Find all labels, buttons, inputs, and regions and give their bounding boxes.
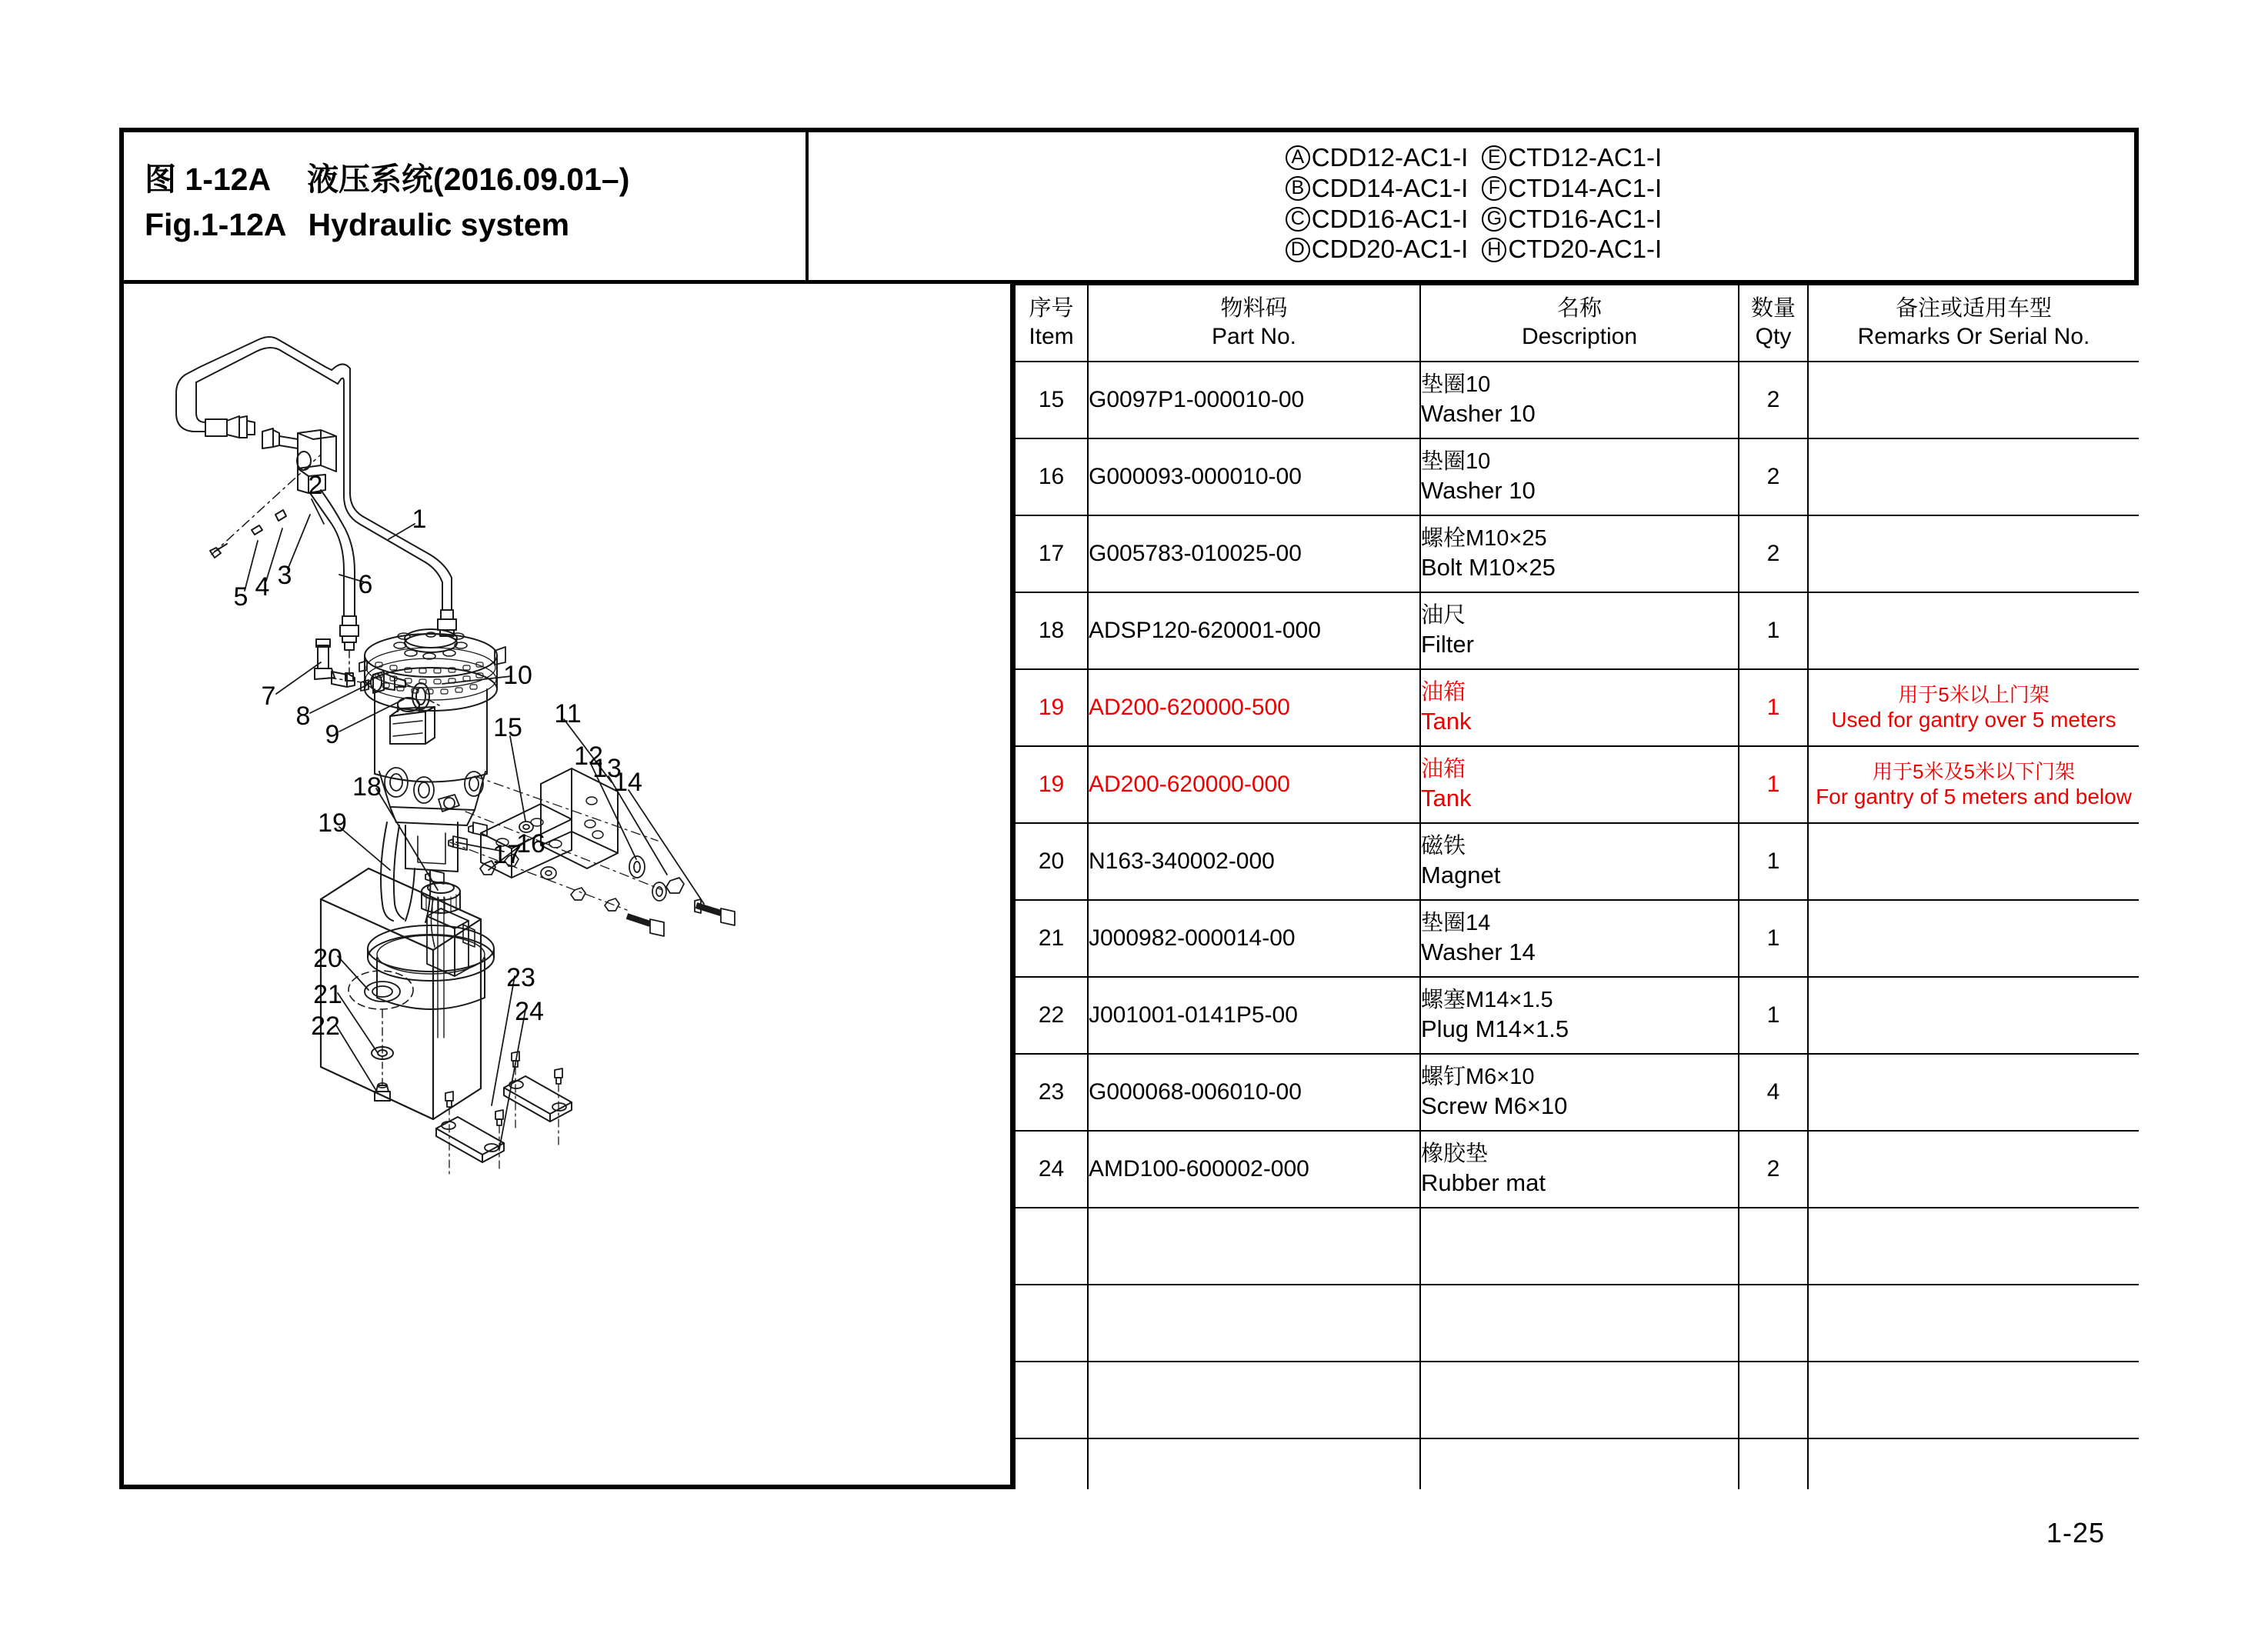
cell-qty: 4 xyxy=(1739,1054,1808,1131)
table-row xyxy=(1015,977,2139,1054)
cell-remarks xyxy=(1808,362,2139,438)
description-en: Tank xyxy=(1421,784,1472,812)
cell-item: 22 xyxy=(1015,977,1088,1054)
cell-qty: 2 xyxy=(1739,515,1808,592)
cell-item xyxy=(1015,1438,1088,1489)
callout-number: 23 xyxy=(506,962,535,992)
cell-qty: 1 xyxy=(1739,669,1808,746)
cell-description xyxy=(1420,669,1739,746)
cell-part-no xyxy=(1088,1438,1420,1489)
header-desc-cn: 名称 xyxy=(1556,296,1602,322)
model-code-text: CTD16-AC1-I xyxy=(1508,204,1663,233)
callout-number: 10 xyxy=(503,660,532,690)
header-remarks-cn: 备注或适用车型 xyxy=(1895,296,2052,322)
cell-item: 23 xyxy=(1015,1054,1088,1131)
model-tag-circle: A xyxy=(1286,145,1310,170)
model-tag-circle: C xyxy=(1286,207,1310,232)
model-code-text: CDD14-AC1-I xyxy=(1311,173,1469,202)
cell-qty: 1 xyxy=(1739,900,1808,977)
header-description xyxy=(1420,285,1739,362)
model-code-item xyxy=(1286,174,1469,204)
model-code-item xyxy=(1482,143,1662,173)
table-row-blank xyxy=(1015,1362,2139,1438)
cell-item: 18 xyxy=(1015,592,1088,669)
description-en: Magnet xyxy=(1421,861,1501,888)
description-en: Plug M14×1.5 xyxy=(1421,1015,1569,1042)
table-header-row xyxy=(1015,285,2139,362)
description-cn: 油箱 xyxy=(1421,757,1466,782)
cell-item: 24 xyxy=(1015,1131,1088,1208)
description-cn: 油箱 xyxy=(1421,680,1466,705)
callout-number: 6 xyxy=(358,569,373,599)
callout-number: 18 xyxy=(352,772,382,802)
cell-qty: 2 xyxy=(1739,1131,1808,1208)
callout-number: 8 xyxy=(295,701,311,731)
callout-number: 22 xyxy=(311,1011,340,1041)
callout-number: 17 xyxy=(492,839,522,869)
cell-description xyxy=(1420,362,1739,438)
table-row-blank xyxy=(1015,1208,2139,1285)
model-tag-circle: D xyxy=(1286,238,1310,262)
assembly-drawing-panel xyxy=(119,284,1014,1489)
cell-remarks xyxy=(1808,1438,2139,1489)
callout-number: 20 xyxy=(313,943,342,973)
cell-item: 15 xyxy=(1015,362,1088,438)
callout-number: 15 xyxy=(493,712,522,742)
callout-number: 9 xyxy=(325,719,340,749)
header-item-en: Item xyxy=(1029,324,1074,350)
callout-number: 2 xyxy=(308,470,323,500)
cell-remarks xyxy=(1808,515,2139,592)
cell-qty xyxy=(1739,1362,1808,1438)
description-cn: 垫圈10 xyxy=(1421,372,1491,398)
header-part-no xyxy=(1088,285,1420,362)
cell-item xyxy=(1015,1362,1088,1438)
header-item xyxy=(1015,285,1088,362)
cell-remarks xyxy=(1808,977,2139,1054)
description-cn: 螺塞M14×1.5 xyxy=(1421,988,1553,1013)
description-en: Washer 10 xyxy=(1421,399,1536,427)
cell-qty: 1 xyxy=(1739,592,1808,669)
title-block-left xyxy=(119,128,809,280)
callout-number: 12 xyxy=(574,741,603,771)
cell-remarks xyxy=(1808,592,2139,669)
model-code-text: CDD16-AC1-I xyxy=(1311,204,1469,233)
model-code-grid xyxy=(1286,143,1662,265)
cell-description xyxy=(1420,1438,1739,1489)
description-en: Screw M6×10 xyxy=(1421,1092,1568,1119)
cell-remarks xyxy=(1808,669,2139,746)
table-row xyxy=(1015,669,2139,746)
header-qty xyxy=(1739,285,1808,362)
cell-qty xyxy=(1739,1208,1808,1285)
cell-remarks xyxy=(1808,1054,2139,1131)
callout-number: 24 xyxy=(515,996,544,1026)
callout-number: 7 xyxy=(261,681,276,711)
cell-part-no xyxy=(1088,1208,1420,1285)
title-english-line xyxy=(145,207,569,243)
description-en: Washer 14 xyxy=(1421,938,1536,965)
cell-description xyxy=(1420,1362,1739,1438)
cell-remarks xyxy=(1808,1208,2139,1285)
model-code-item xyxy=(1286,235,1469,265)
table-row-blank xyxy=(1015,1285,2139,1362)
callout-number: 16 xyxy=(516,828,545,858)
model-code-text: CTD12-AC1-I xyxy=(1508,142,1663,172)
model-code-item xyxy=(1482,205,1662,235)
cell-remarks xyxy=(1808,823,2139,900)
header-desc-en: Description xyxy=(1521,324,1638,350)
cell-qty: 2 xyxy=(1739,362,1808,438)
description-en: Tank xyxy=(1421,707,1472,735)
cell-part-no: N163-340002-000 xyxy=(1088,823,1420,900)
table-row xyxy=(1015,1131,2139,1208)
hydraulic-assembly-diagram xyxy=(119,284,1014,1489)
table-row xyxy=(1015,438,2139,515)
cell-description xyxy=(1420,1208,1739,1285)
page-number: 1-25 xyxy=(2046,1517,2106,1548)
cell-item: 16 xyxy=(1015,438,1088,515)
description-cn: 垫圈14 xyxy=(1421,911,1491,936)
model-tag-circle: E xyxy=(1482,145,1506,170)
figure-number-cn: 图 1-12A xyxy=(145,162,272,197)
model-code-item xyxy=(1482,174,1662,204)
remarks-cn: 用于5米及5米以下门架 xyxy=(1873,759,2075,783)
header-remarks xyxy=(1808,285,2139,362)
figure-title-en: Hydraulic system xyxy=(308,207,570,242)
cell-item xyxy=(1015,1208,1088,1285)
cell-description xyxy=(1420,438,1739,515)
model-code-item xyxy=(1482,235,1662,265)
cell-qty xyxy=(1739,1285,1808,1362)
description-cn: 油尺 xyxy=(1421,603,1466,628)
cell-remarks xyxy=(1808,1131,2139,1208)
cell-item: 20 xyxy=(1015,823,1088,900)
figure-number-en: Fig.1-12A xyxy=(145,207,287,242)
remarks-cn: 用于5米以上门架 xyxy=(1898,682,2050,706)
cell-remarks xyxy=(1808,1285,2139,1362)
model-code-item xyxy=(1286,205,1469,235)
model-tag-circle: G xyxy=(1482,207,1506,232)
description-cn: 垫圈10 xyxy=(1421,449,1491,475)
cell-part-no: J000982-000014-00 xyxy=(1088,900,1420,977)
header-item-cn: 序号 xyxy=(1029,296,1074,322)
cell-item xyxy=(1015,1285,1088,1362)
remarks-en: For gantry of 5 meters and below xyxy=(1816,784,2132,808)
callout-number: 3 xyxy=(277,560,292,590)
cell-part-no: AMD100-600002-000 xyxy=(1088,1131,1420,1208)
cell-part-no xyxy=(1088,1362,1420,1438)
header-part-cn: 物料码 xyxy=(1220,296,1288,322)
cell-qty: 1 xyxy=(1739,823,1808,900)
callout-number: 11 xyxy=(554,698,582,728)
model-tag-circle: B xyxy=(1286,176,1310,201)
description-en: Filter xyxy=(1421,630,1474,658)
table-row xyxy=(1015,746,2139,823)
remarks-en: Used for gantry over 5 meters xyxy=(1831,707,2116,732)
cell-item: 19 xyxy=(1015,746,1088,823)
cell-remarks xyxy=(1808,900,2139,977)
cell-item: 19 xyxy=(1015,669,1088,746)
cell-remarks xyxy=(1808,438,2139,515)
cell-item: 17 xyxy=(1015,515,1088,592)
cell-qty: 1 xyxy=(1739,746,1808,823)
cell-description xyxy=(1420,900,1739,977)
model-code-text: CDD20-AC1-I xyxy=(1311,235,1469,264)
table-row-blank xyxy=(1015,1438,2139,1489)
cell-part-no xyxy=(1088,1285,1420,1362)
header-part-en: Part No. xyxy=(1211,324,1297,350)
table-row xyxy=(1015,900,2139,977)
cell-description xyxy=(1420,515,1739,592)
cell-remarks xyxy=(1808,1362,2139,1438)
cell-qty: 1 xyxy=(1739,977,1808,1054)
callout-number: 14 xyxy=(613,767,642,797)
cell-description xyxy=(1420,592,1739,669)
description-cn: 磁铁 xyxy=(1421,834,1466,859)
cell-remarks xyxy=(1808,746,2139,823)
cell-part-no: AD200-620000-000 xyxy=(1088,746,1420,823)
callout-number: 13 xyxy=(592,753,622,783)
cell-part-no: G005783-010025-00 xyxy=(1088,515,1420,592)
table-row xyxy=(1015,1054,2139,1131)
cell-description xyxy=(1420,1285,1739,1362)
cell-description xyxy=(1420,1131,1739,1208)
callout-number: 19 xyxy=(318,808,347,838)
cell-qty: 2 xyxy=(1739,438,1808,515)
description-en: Washer 10 xyxy=(1421,476,1536,504)
cell-description xyxy=(1420,746,1739,823)
model-code-text: CTD20-AC1-I xyxy=(1508,235,1663,264)
model-code-list xyxy=(809,128,2139,280)
table-row xyxy=(1015,823,2139,900)
description-en: Rubber mat xyxy=(1421,1168,1546,1196)
header-remarks-en: Remarks Or Serial No. xyxy=(1857,324,2090,350)
parts-table xyxy=(1014,284,2139,1489)
cell-part-no: AD200-620000-500 xyxy=(1088,669,1420,746)
cell-part-no: G000068-006010-00 xyxy=(1088,1054,1420,1131)
table-row xyxy=(1015,362,2139,438)
table-row xyxy=(1015,592,2139,669)
figure-title-cn: 液压系统(2016.09.01–) xyxy=(307,162,630,197)
cell-part-no: ADSP120-620001-000 xyxy=(1088,592,1420,669)
model-code-text: CTD14-AC1-I xyxy=(1508,173,1663,202)
description-cn: 螺钉M6×10 xyxy=(1421,1065,1535,1090)
description-cn: 螺栓M10×25 xyxy=(1421,526,1547,552)
model-tag-circle: F xyxy=(1482,176,1506,201)
cell-item: 21 xyxy=(1015,900,1088,977)
cell-qty xyxy=(1739,1438,1808,1489)
cell-part-no: J001001-0141P5-00 xyxy=(1088,977,1420,1054)
callout-number: 21 xyxy=(313,979,342,1009)
cell-description xyxy=(1420,1054,1739,1131)
callout-number: 4 xyxy=(255,572,270,602)
title-block xyxy=(119,128,2139,284)
cell-description xyxy=(1420,823,1739,900)
callout-number: 5 xyxy=(233,582,248,612)
header-qty-en: Qty xyxy=(1755,324,1792,350)
model-code-text: CDD12-AC1-I xyxy=(1311,142,1469,172)
cell-part-no: G0097P1-000010-00 xyxy=(1088,362,1420,438)
cell-part-no: G000093-000010-00 xyxy=(1088,438,1420,515)
table-row xyxy=(1015,515,2139,592)
model-code-item xyxy=(1286,143,1469,173)
parts-table-container xyxy=(1014,284,2139,1489)
description-cn: 橡胶垫 xyxy=(1421,1142,1489,1167)
callout-number: 1 xyxy=(412,504,427,534)
header-qty-cn: 数量 xyxy=(1750,296,1796,322)
cell-description xyxy=(1420,977,1739,1054)
title-chinese-line xyxy=(145,154,629,199)
model-tag-circle: H xyxy=(1482,238,1506,262)
description-en: Bolt M10×25 xyxy=(1421,553,1556,581)
